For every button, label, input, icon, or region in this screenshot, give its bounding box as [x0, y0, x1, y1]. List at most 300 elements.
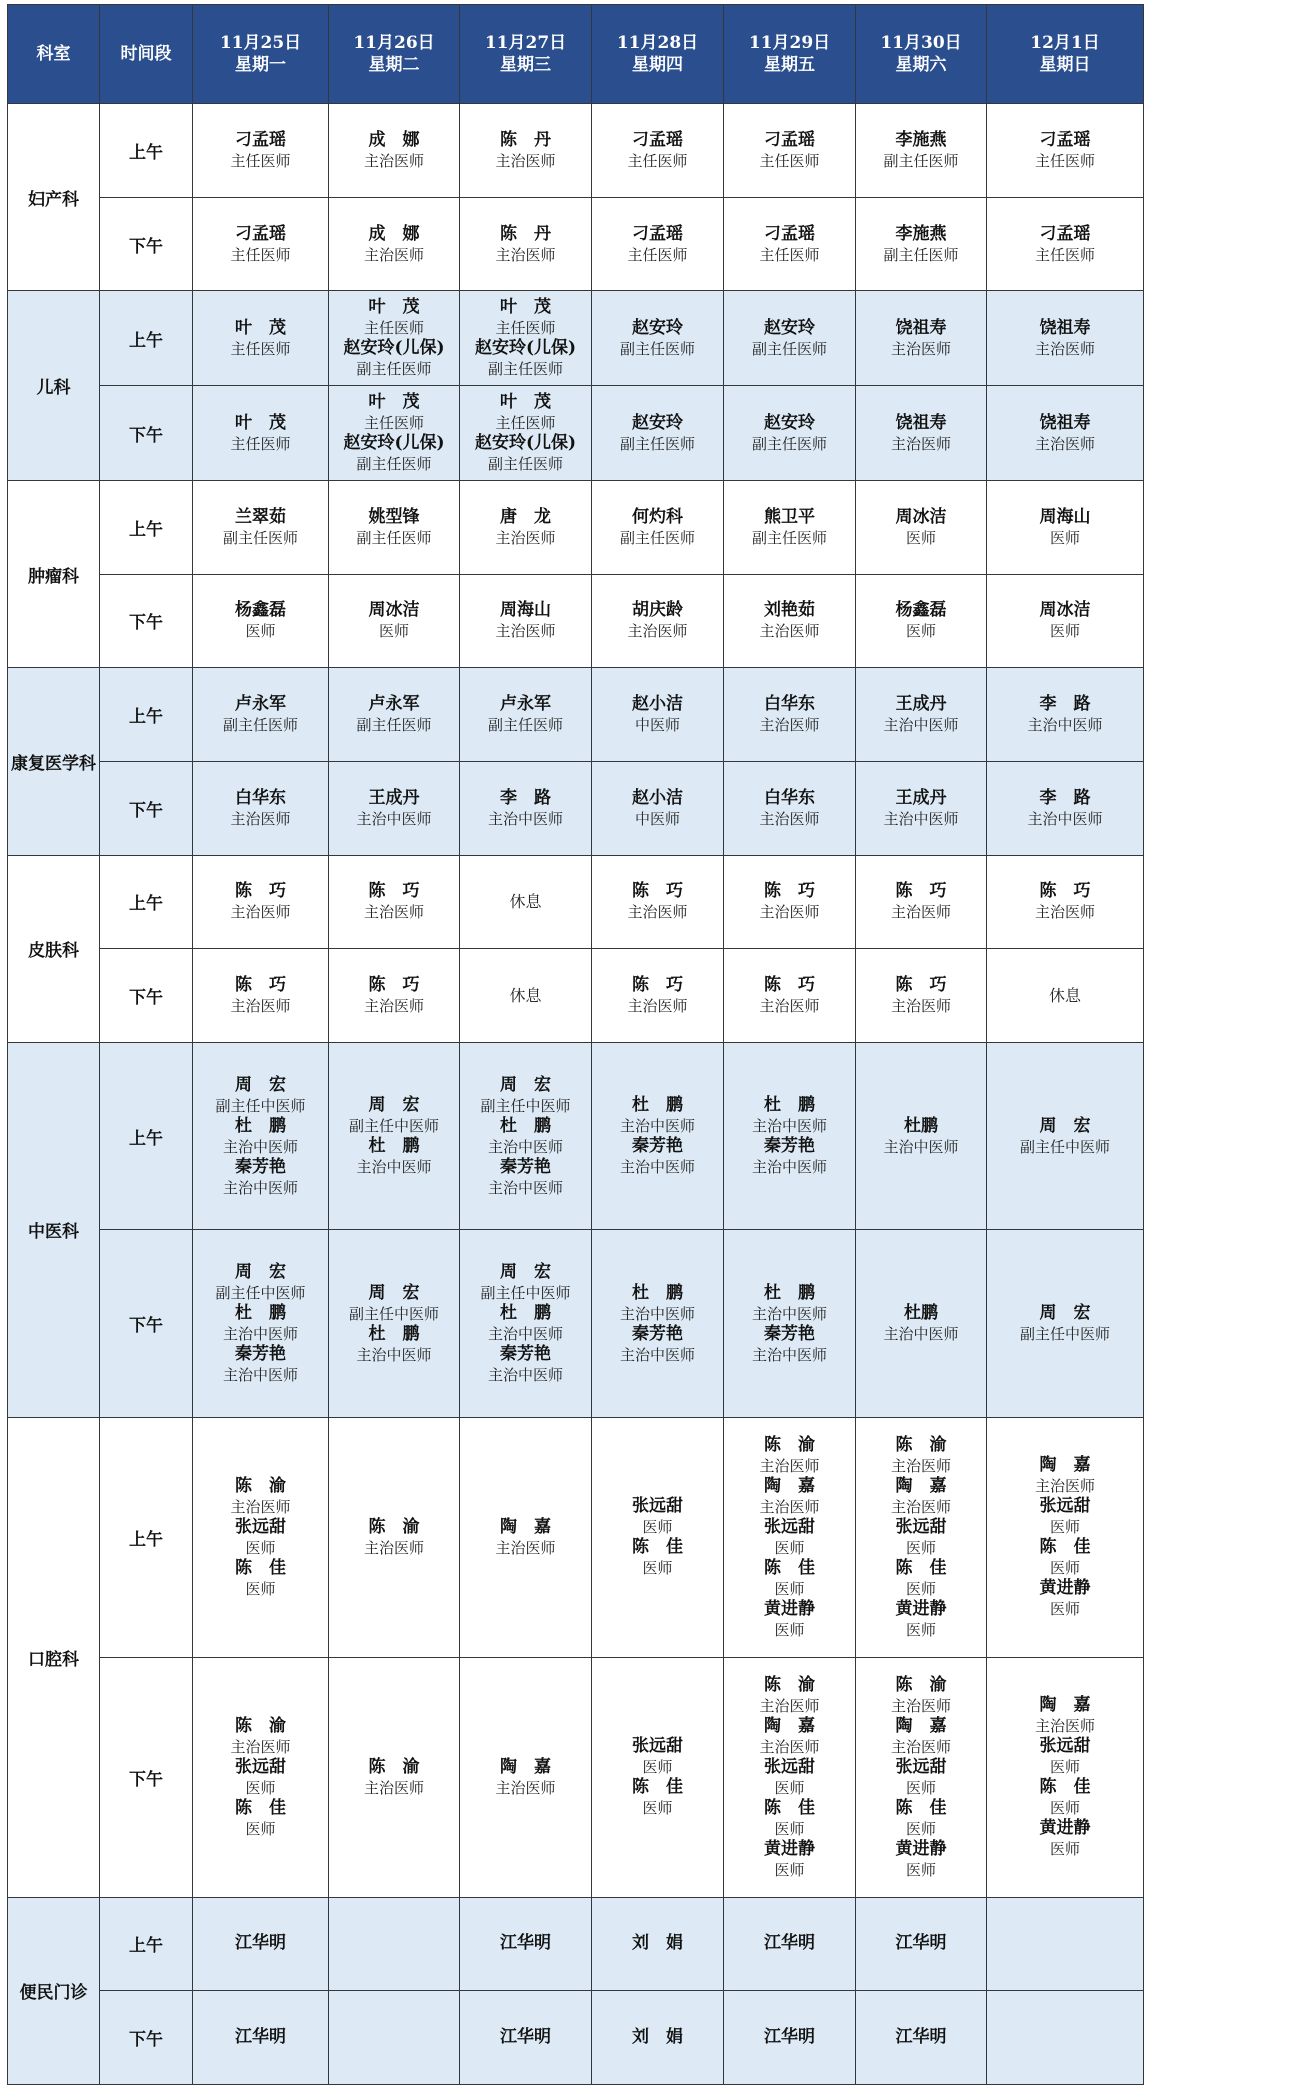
schedule-cell [724, 291, 856, 386]
doctor-entry [329, 600, 459, 641]
doctor-entry [724, 2027, 855, 2048]
schedule-cell [460, 480, 592, 574]
doctor-entry [987, 413, 1143, 454]
doctor-name: 刁孟瑶 [632, 223, 683, 244]
schedule-cell [592, 1991, 724, 2085]
doctor-title: 主任医师 [230, 151, 291, 170]
schedule-cell [193, 761, 329, 855]
doctor-entry [856, 1599, 986, 1640]
schedule-cell [856, 1230, 987, 1417]
doctor-name: 秦芳艳 [632, 1136, 683, 1157]
doctor-entry [856, 507, 986, 548]
doctor-title: 主治医师 [890, 434, 951, 453]
time-period: 上午 [100, 855, 193, 949]
doctor-title: 主治医师 [363, 903, 424, 922]
doctor-title: 主治中医师 [356, 809, 432, 828]
doctor-entry [724, 1435, 855, 1476]
doctor-title: 主治中医师 [1027, 809, 1103, 828]
doctor-name: 刁孟瑶 [764, 223, 815, 244]
doctor-title: 主治医师 [495, 151, 556, 170]
doctor-name: 兰翠茹 [235, 506, 286, 527]
header-period: 时间段 [100, 5, 193, 104]
doctor-entry [193, 1933, 328, 1954]
doctor-name: 周 宏 [1039, 1115, 1091, 1136]
doctor-entry [193, 1303, 328, 1344]
schedule-cell [460, 291, 592, 386]
doctor-name: 黄进静 [764, 1838, 815, 1859]
schedule-cell [987, 386, 1144, 481]
doctor-name: 张远甜 [764, 1756, 815, 1777]
doctor-entry [193, 1517, 328, 1558]
doctor-name: 赵安玲 [764, 412, 815, 433]
doctor-title: 副主任中医师 [480, 1096, 571, 1115]
doctor-title: 副主任中医师 [348, 1117, 439, 1136]
schedule-cell [724, 1897, 856, 1991]
schedule-cell [193, 197, 329, 291]
schedule-cell [592, 668, 724, 762]
doctor-title: 主治医师 [495, 1538, 556, 1557]
doctor-entry [460, 1517, 591, 1558]
doctor-name: 陈 巧 [235, 881, 286, 902]
doctor-name: 张远甜 [895, 1756, 947, 1777]
doctor-name: 王成丹 [368, 787, 420, 808]
doctor-name: 周 宏 [1039, 1303, 1091, 1324]
doctor-title: 主治中医师 [619, 1345, 695, 1364]
doctor-entry [856, 1757, 986, 1798]
doctor-name: 江华明 [500, 2027, 551, 2048]
doctor-title: 主治医师 [230, 1497, 291, 1516]
schedule-cell [987, 855, 1144, 949]
doctor-entry [856, 1517, 986, 1558]
doctor-entry [592, 224, 723, 265]
doctor-name: 叶 茂 [500, 297, 551, 318]
doctor-title: 主治医师 [230, 997, 291, 1016]
doctor-title: 主治医师 [363, 997, 424, 1016]
doctor-name: 胡庆龄 [632, 600, 683, 621]
doctor-entry [460, 1933, 591, 1954]
schedule-row [8, 761, 1144, 855]
doctor-title: 主任医师 [230, 434, 291, 453]
doctor-name: 江华明 [895, 1933, 947, 1954]
doctor-title: 主治医师 [627, 903, 688, 922]
doctor-title: 主任医师 [759, 245, 820, 264]
doctor-entry [193, 318, 328, 359]
doctor-entry [724, 1324, 855, 1365]
doctor-entry [193, 881, 328, 922]
doctor-name: 张远甜 [632, 1496, 683, 1517]
doctor-entry [724, 1095, 855, 1136]
doctor-entry [592, 318, 723, 359]
schedule-cell [856, 855, 987, 949]
schedule-cell [329, 855, 460, 949]
doctor-name: 李施燕 [895, 129, 947, 150]
doctor-name: 杨鑫磊 [235, 600, 286, 621]
doctor-entry [592, 1933, 723, 1954]
doctor-name: 饶祖寿 [895, 412, 947, 433]
doctor-entry [193, 1757, 328, 1798]
schedule-cell [724, 949, 856, 1043]
doctor-name: 周 宏 [235, 1262, 286, 1283]
doctor-title: 主治中医师 [883, 1325, 959, 1344]
schedule-cell [460, 761, 592, 855]
doctor-entry [724, 1716, 855, 1757]
doctor-name: 李 路 [1039, 787, 1091, 808]
header-day-4 [592, 5, 724, 104]
doctor-title: 医师 [905, 1579, 936, 1598]
doctor-name: 陈 佳 [1039, 1777, 1091, 1798]
doctor-entry [329, 1136, 459, 1177]
schedule-row [8, 1417, 1144, 1657]
doctor-title: 医师 [774, 1860, 805, 1879]
doctor-title: 医师 [642, 1799, 673, 1818]
doctor-name: 陈 丹 [500, 223, 551, 244]
doctor-name: 陈 巧 [764, 975, 815, 996]
schedule-cell [987, 197, 1144, 291]
doctor-title: 医师 [245, 1819, 276, 1838]
doctor-name: 张远甜 [235, 1756, 286, 1777]
doctor-title: 副主任医师 [356, 528, 432, 547]
doctor-title: 主治医师 [363, 151, 424, 170]
schedule-cell [193, 480, 329, 574]
doctor-title: 医师 [905, 528, 936, 547]
doctor-entry [987, 318, 1143, 359]
doctor-entry [193, 1262, 328, 1303]
department-name: 便民门诊 [8, 1897, 100, 2084]
header-date: 12月1日 [1030, 33, 1100, 53]
doctor-name: 陈 巧 [764, 881, 815, 902]
doctor-name: 陈 渝 [368, 1756, 420, 1777]
doctor-name: 秦芳艳 [500, 1344, 551, 1365]
header-date: 11月29日 [748, 33, 831, 53]
doctor-name: 杜 鹏 [632, 1095, 683, 1116]
doctor-title: 主治中医师 [883, 1137, 959, 1156]
doctor-title: 医师 [642, 1758, 673, 1777]
doctor-entry [460, 1075, 591, 1116]
doctor-title: 主治医师 [363, 245, 424, 264]
time-period: 下午 [100, 1230, 193, 1417]
doctor-name: 江华明 [764, 2027, 815, 2048]
doctor-title: 副主任医师 [751, 339, 827, 358]
header-date: 11月25日 [219, 33, 302, 53]
time-period: 上午 [100, 1417, 193, 1657]
doctor-name: 王成丹 [895, 787, 947, 808]
schedule-cell [193, 668, 329, 762]
schedule-cell [460, 949, 592, 1043]
doctor-title: 主治中医师 [222, 1325, 298, 1344]
doctor-name: 陈 巧 [368, 881, 420, 902]
schedule-cell [724, 104, 856, 198]
doctor-title: 主任医师 [1034, 245, 1095, 264]
doctor-title: 主治医师 [759, 997, 820, 1016]
doctor-entry [329, 224, 459, 265]
doctor-entry [724, 881, 855, 922]
doctor-name: 白华东 [764, 787, 815, 808]
doctor-name: 杜 鹏 [368, 1136, 420, 1157]
schedule-cell [987, 668, 1144, 762]
doctor-title: 主治中医师 [751, 1117, 827, 1136]
doctor-title: 主治医师 [230, 903, 291, 922]
doctor-entry [987, 1303, 1143, 1344]
doctor-name: 周冰洁 [368, 600, 420, 621]
doctor-name: 周 宏 [235, 1074, 286, 1095]
schedule-cell [592, 1657, 724, 1897]
doctor-name: 黄进静 [1039, 1578, 1091, 1599]
doctor-title: 主任医师 [230, 245, 291, 264]
header-weekday: 星期三 [500, 55, 551, 75]
department-name: 皮肤科 [8, 855, 100, 1042]
doctor-title: 医师 [774, 1819, 805, 1838]
schedule-cell [460, 1230, 592, 1417]
doctor-name: 叶 茂 [500, 392, 551, 413]
doctor-entry [592, 413, 723, 454]
doctor-entry [329, 1324, 459, 1365]
doctor-entry [460, 1757, 591, 1798]
department-name: 妇产科 [8, 104, 100, 291]
doctor-name: 陈 佳 [235, 1797, 286, 1818]
schedule-row [8, 291, 1144, 386]
doctor-entry [592, 975, 723, 1016]
schedule-cell [987, 104, 1144, 198]
schedule-cell [856, 480, 987, 574]
doctor-title: 主治医师 [627, 997, 688, 1016]
doctor-name: 陶 嘉 [764, 1715, 815, 1736]
doctor-title: 主治中医师 [487, 1366, 563, 1385]
doctor-entry [460, 297, 591, 338]
doctor-title: 医师 [642, 1559, 673, 1578]
doctor-entry [724, 1558, 855, 1599]
doctor-title: 医师 [1049, 1758, 1080, 1777]
doctor-title: 医师 [1049, 1799, 1080, 1818]
doctor-name: 陈 巧 [895, 881, 947, 902]
doctor-name: 陈 渝 [895, 1674, 947, 1695]
header-dept: 科室 [8, 5, 100, 104]
header-day-5 [724, 5, 856, 104]
doctor-entry [724, 1839, 855, 1880]
schedule-cell [460, 1657, 592, 1897]
department-name: 口腔科 [8, 1417, 100, 1897]
department-name: 肿瘤科 [8, 480, 100, 667]
doctor-name: 秦芳艳 [500, 1156, 551, 1177]
doctor-entry [592, 1283, 723, 1324]
doctor-entry [856, 694, 986, 735]
doctor-name: 刁孟瑶 [632, 129, 683, 150]
schedule-cell [724, 480, 856, 574]
doctor-name: 刁孟瑶 [1039, 129, 1091, 150]
doctor-name: 何灼科 [632, 506, 683, 527]
doctor-entry [856, 1476, 986, 1517]
doctor-name: 秦芳艳 [764, 1323, 815, 1344]
doctor-title: 主治医师 [759, 622, 820, 641]
doctor-name: 陈 佳 [764, 1557, 815, 1578]
doctor-entry [193, 694, 328, 735]
doctor-name: 陈 巧 [632, 881, 683, 902]
doctor-name: 陈 佳 [235, 1557, 286, 1578]
doctor-title: 副主任医师 [222, 716, 298, 735]
doctor-entry [856, 2027, 986, 2048]
doctor-entry [193, 413, 328, 454]
doctor-entry [856, 1716, 986, 1757]
schedule-cell [329, 1230, 460, 1417]
doctor-entry [460, 1262, 591, 1303]
doctor-name: 陶 嘉 [1039, 1455, 1091, 1476]
schedule-cell [592, 761, 724, 855]
doctor-title: 医师 [774, 1538, 805, 1557]
doctor-title: 副主任医师 [619, 339, 695, 358]
header-date: 11月30日 [880, 33, 962, 53]
doctor-name: 周海山 [1039, 506, 1091, 527]
schedule-cell [592, 1897, 724, 1991]
doctor-name: 饶祖寿 [895, 317, 947, 338]
header-weekday: 星期一 [235, 55, 286, 75]
doctor-title: 主治中医师 [751, 1158, 827, 1177]
doctor-title: 主治中医师 [222, 1178, 298, 1197]
doctor-name: 陈 丹 [500, 129, 551, 150]
schedule-cell [329, 197, 460, 291]
header-day-6 [856, 5, 987, 104]
doctor-entry [460, 1157, 591, 1198]
rest-status: 休息 [509, 985, 542, 1005]
doctor-entry [987, 507, 1143, 548]
doctor-entry [724, 318, 855, 359]
schedule-cell [856, 1417, 987, 1657]
doctor-name: 杜鹏 [904, 1115, 938, 1136]
doctor-title: 主治医师 [890, 1696, 951, 1715]
schedule-cell [329, 1043, 460, 1230]
doctor-entry [592, 1736, 723, 1777]
doctor-title: 医师 [378, 622, 409, 641]
schedule-cell [193, 1043, 329, 1230]
header-weekday: 星期日 [1039, 55, 1091, 75]
doctor-name: 卢永军 [500, 694, 551, 715]
doctor-title: 主治中医师 [487, 1325, 563, 1344]
schedule-row [8, 1657, 1144, 1897]
doctor-entry [856, 975, 986, 1016]
doctor-title: 副主任医师 [487, 716, 563, 735]
schedule-cell [987, 480, 1144, 574]
time-period: 下午 [100, 949, 193, 1043]
doctor-name: 江华明 [764, 1933, 815, 1954]
rest-status: 休息 [1048, 985, 1081, 1005]
schedule-row [8, 104, 1144, 198]
doctor-entry [724, 600, 855, 641]
header-date: 11月27日 [484, 33, 567, 53]
doctor-title: 主治医师 [230, 809, 291, 828]
doctor-name: 杜 鹏 [235, 1115, 286, 1136]
doctor-entry [329, 1517, 459, 1558]
doctor-title: 主治医师 [1034, 903, 1095, 922]
doctor-title: 医师 [1049, 1559, 1080, 1578]
doctor-name: 周 宏 [368, 1282, 420, 1303]
doctor-name: 饶祖寿 [1039, 412, 1091, 433]
doctor-entry [856, 130, 986, 171]
doctor-name: 杜 鹏 [632, 1282, 683, 1303]
doctor-name: 张远甜 [1039, 1496, 1091, 1517]
doctor-title: 副主任医师 [222, 528, 298, 547]
doctor-name: 杜 鹏 [500, 1115, 551, 1136]
schedule-cell [856, 1991, 987, 2085]
header-date: 11月28日 [616, 33, 699, 53]
doctor-entry [460, 392, 591, 433]
schedule-cell [193, 1897, 329, 1991]
doctor-name: 陈 佳 [895, 1557, 947, 1578]
doctor-entry [193, 130, 328, 171]
table-header [8, 5, 1144, 104]
doctor-name: 刘 娟 [632, 2027, 683, 2048]
schedule-cell [193, 1991, 329, 2085]
doctor-title: 主治医师 [627, 622, 688, 641]
header-day-2 [329, 5, 460, 104]
department-name: 儿科 [8, 291, 100, 481]
doctor-name: 张远甜 [764, 1516, 815, 1537]
doctor-name: 周 宏 [500, 1262, 551, 1283]
schedule-cell [592, 949, 724, 1043]
doctor-entry [724, 694, 855, 735]
doctor-name: 卢永军 [235, 694, 286, 715]
doctor-title: 医师 [774, 1620, 805, 1639]
doctor-title: 副主任医师 [487, 360, 563, 379]
doctor-name: 陈 巧 [632, 975, 683, 996]
schedule-cell [724, 761, 856, 855]
doctor-name: 张远甜 [632, 1736, 683, 1757]
doctor-title: 主任医师 [363, 414, 424, 433]
doctor-title: 医师 [774, 1579, 805, 1598]
doctor-name: 周 宏 [500, 1074, 551, 1095]
doctor-title: 主治医师 [495, 622, 556, 641]
doctor-entry [724, 788, 855, 829]
doctor-entry [856, 1303, 986, 1344]
doctor-title: 医师 [905, 1860, 936, 1879]
header-weekday: 星期二 [368, 55, 420, 75]
schedule-cell [987, 949, 1144, 1043]
doctor-name: 陈 渝 [895, 1434, 947, 1455]
doctor-title: 主治医师 [1034, 434, 1095, 453]
schedule-cell [329, 104, 460, 198]
schedule-cell [193, 1417, 329, 1657]
schedule-cell [193, 1657, 329, 1897]
doctor-name: 赵小洁 [632, 694, 683, 715]
doctor-entry [724, 130, 855, 171]
time-period: 下午 [100, 1657, 193, 1897]
doctor-name: 江华明 [895, 2027, 947, 2048]
doctor-name: 赵安玲(儿保) [343, 338, 445, 359]
schedule-cell [987, 1043, 1144, 1230]
doctor-title: 主治中医师 [619, 1117, 695, 1136]
doctor-title: 主治医师 [890, 1737, 951, 1756]
schedule-cell [987, 1417, 1144, 1657]
doctor-entry [329, 507, 459, 548]
doctor-name: 刘 娟 [632, 1933, 683, 1954]
doctor-entry [592, 1777, 723, 1818]
doctor-entry [987, 788, 1143, 829]
doctor-title: 主治医师 [1034, 1477, 1095, 1496]
doctor-entry [592, 507, 723, 548]
doctor-entry [856, 1435, 986, 1476]
doctor-name: 陈 巧 [368, 975, 420, 996]
doctor-entry [592, 881, 723, 922]
doctor-title: 医师 [905, 1778, 936, 1797]
doctor-name: 叶 茂 [235, 317, 286, 338]
schedule-cell [329, 574, 460, 668]
schedule-cell [460, 1043, 592, 1230]
doctor-title: 主治医师 [890, 997, 951, 1016]
schedule-cell [856, 104, 987, 198]
schedule-cell [987, 761, 1144, 855]
doctor-title: 医师 [642, 1518, 673, 1537]
doctor-title: 副主任中医师 [348, 1304, 439, 1323]
doctor-name: 赵安玲(儿保) [474, 338, 577, 359]
schedule-cell [592, 291, 724, 386]
doctor-name: 杜 鹏 [764, 1282, 815, 1303]
